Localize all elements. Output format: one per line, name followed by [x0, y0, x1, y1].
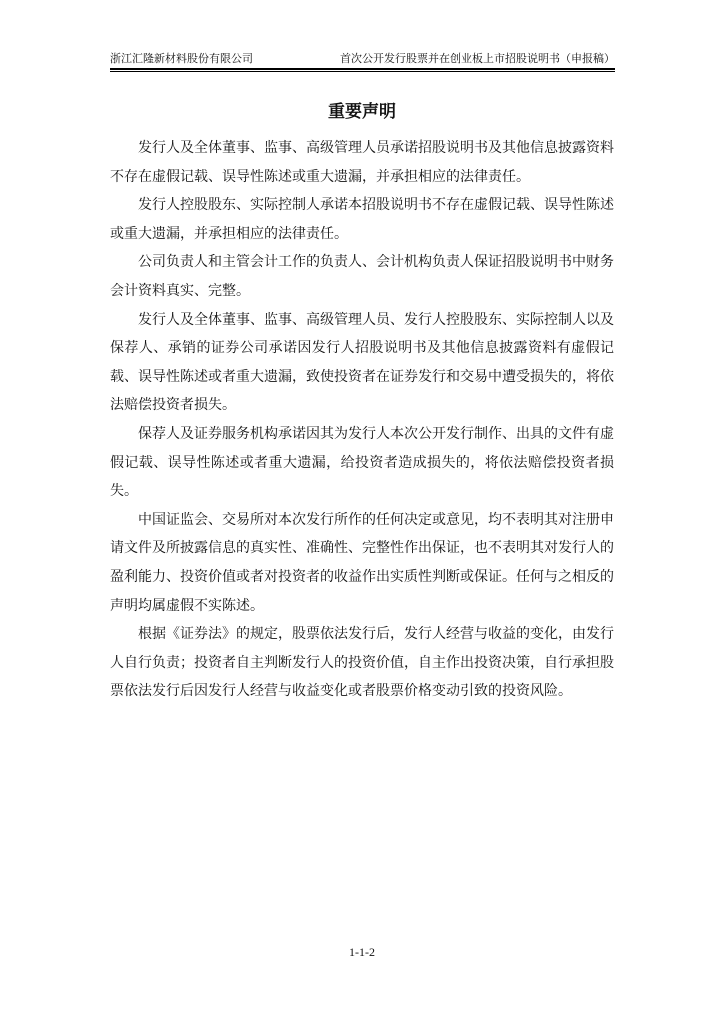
- paragraph: 公司负责人和主管会计工作的负责人、会计机构负责人保证招股说明书中财务会计资料真实、完整。: [110, 254, 614, 299]
- statement-body: [110, 134, 614, 706]
- page-number: 1-1-2: [349, 945, 375, 959]
- header-company-name: 浙江汇隆新材料股份有限公司: [110, 52, 253, 65]
- paragraph: 发行人及全体董事、监事、高级管理人员承诺招股说明书及其他信息披露资料不存在虚假记载、误导性陈述或重大遗漏，并承担相应的法律责任。: [110, 140, 614, 185]
- page-title: 重要声明: [328, 102, 396, 122]
- header-rule-thick: [110, 68, 615, 70]
- header-document-title: 首次公开发行股票并在创业板上市招股说明书（申报稿）: [340, 52, 615, 65]
- paragraph: 根据《证券法》的规定，股票依法发行后，发行人经营与收益的变化，由发行人自行负责；投资者自主判断发行人的投资价值，自主作出投资决策，自行承担股票依法发行后因发行人经营与收益变化或者股票价格变动引致的投资风险。: [110, 626, 614, 700]
- paragraph: 中国证监会、交易所对本次发行所作的任何决定或意见，均不表明其对注册申请文件及所披露信息的真实性、准确性、完整性作出保证，也不表明其对发行人的盈利能力、投资价值或者对投资者的收益作出实质性判断或保证。任何与之相反的声明均属虚假不实陈述。: [110, 511, 614, 614]
- paragraph: 发行人控股股东、实际控制人承诺本招股说明书不存在虚假记载、误导性陈述或重大遗漏，并承担相应的法律责任。: [110, 197, 614, 242]
- paragraph: 保荐人及证券服务机构承诺因其为发行人本次公开发行制作、出具的文件有虚假记载、误导性陈述或者重大遗漏，给投资者造成损失的，将依法赔偿投资者损失。: [110, 425, 614, 500]
- page-header: [110, 52, 615, 68]
- paragraph: 发行人及全体董事、监事、高级管理人员、发行人控股股东、实际控制人以及保荐人、承销的证券公司承诺因发行人招股说明书及其他信息披露资料有虚假记载、误导性陈述或者重大遗漏，致使投资者在证券发行和交易中遭受损失的，将依法赔偿投资者损失。: [110, 311, 614, 414]
- header-rule-thin: [110, 71, 615, 72]
